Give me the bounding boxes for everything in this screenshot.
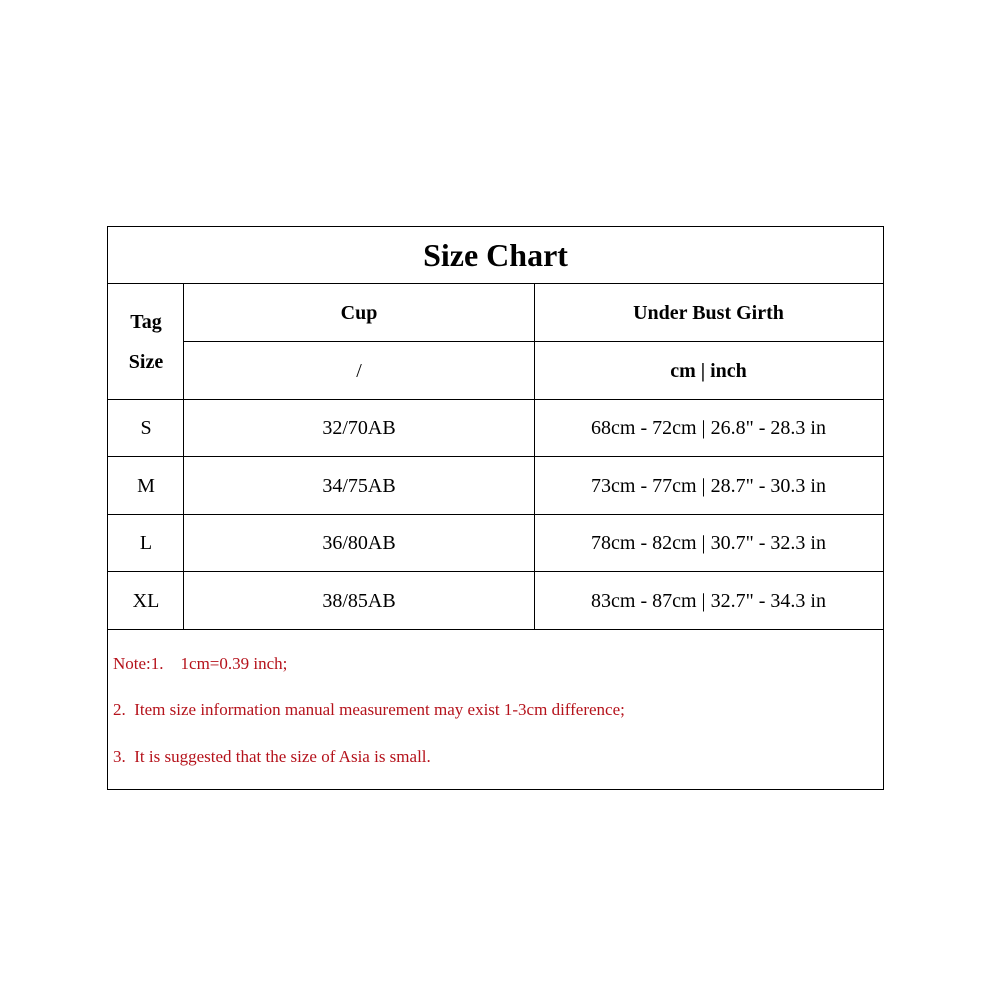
divider bbox=[534, 284, 535, 630]
row-xl-cup: 38/85AB bbox=[322, 589, 396, 612]
note-1: Note:1. 1cm=0.39 inch; bbox=[113, 654, 288, 673]
row-m-cup: 34/75AB bbox=[322, 474, 396, 497]
row-m-size: M bbox=[137, 474, 155, 497]
divider bbox=[108, 456, 883, 457]
row-l-size: L bbox=[139, 532, 153, 554]
divider bbox=[108, 399, 883, 400]
tag-size-header bbox=[108, 284, 184, 400]
cup-unit: / bbox=[356, 359, 362, 382]
girth-header: Under Bust Girth bbox=[633, 301, 784, 324]
row-s-girth: 68cm - 72cm | 26.8" - 28.3 in bbox=[591, 417, 826, 439]
tag-header-line2: Size bbox=[128, 351, 164, 373]
divider bbox=[108, 571, 883, 572]
row-l-girth: 78cm - 82cm | 30.7" - 32.3 in bbox=[591, 532, 826, 554]
note-3: 3. It is suggested that the size of Asia is small. bbox=[113, 747, 431, 766]
chart-title: Size Chart bbox=[108, 227, 883, 284]
row-s-cup: 32/70AB bbox=[322, 417, 396, 439]
row-m-girth: 73cm - 77cm | 28.7" - 30.3 in bbox=[591, 474, 826, 497]
row-l-cup: 36/80AB bbox=[322, 532, 396, 554]
divider bbox=[183, 284, 184, 630]
girth-unit: cm | inch bbox=[670, 359, 747, 382]
divider bbox=[108, 629, 883, 630]
row-s-size: S bbox=[140, 417, 152, 439]
cup-header: Cup bbox=[340, 301, 378, 324]
tag-header-line1: Tag bbox=[130, 311, 162, 333]
row-xl-girth: 83cm - 87cm | 32.7" - 34.3 in bbox=[591, 589, 826, 612]
size-chart-table bbox=[107, 226, 884, 790]
row-xl-size: XL bbox=[132, 589, 160, 612]
note-2: 2. Item size information manual measurement may exist 1-3cm difference; bbox=[113, 700, 625, 719]
divider bbox=[108, 514, 883, 515]
